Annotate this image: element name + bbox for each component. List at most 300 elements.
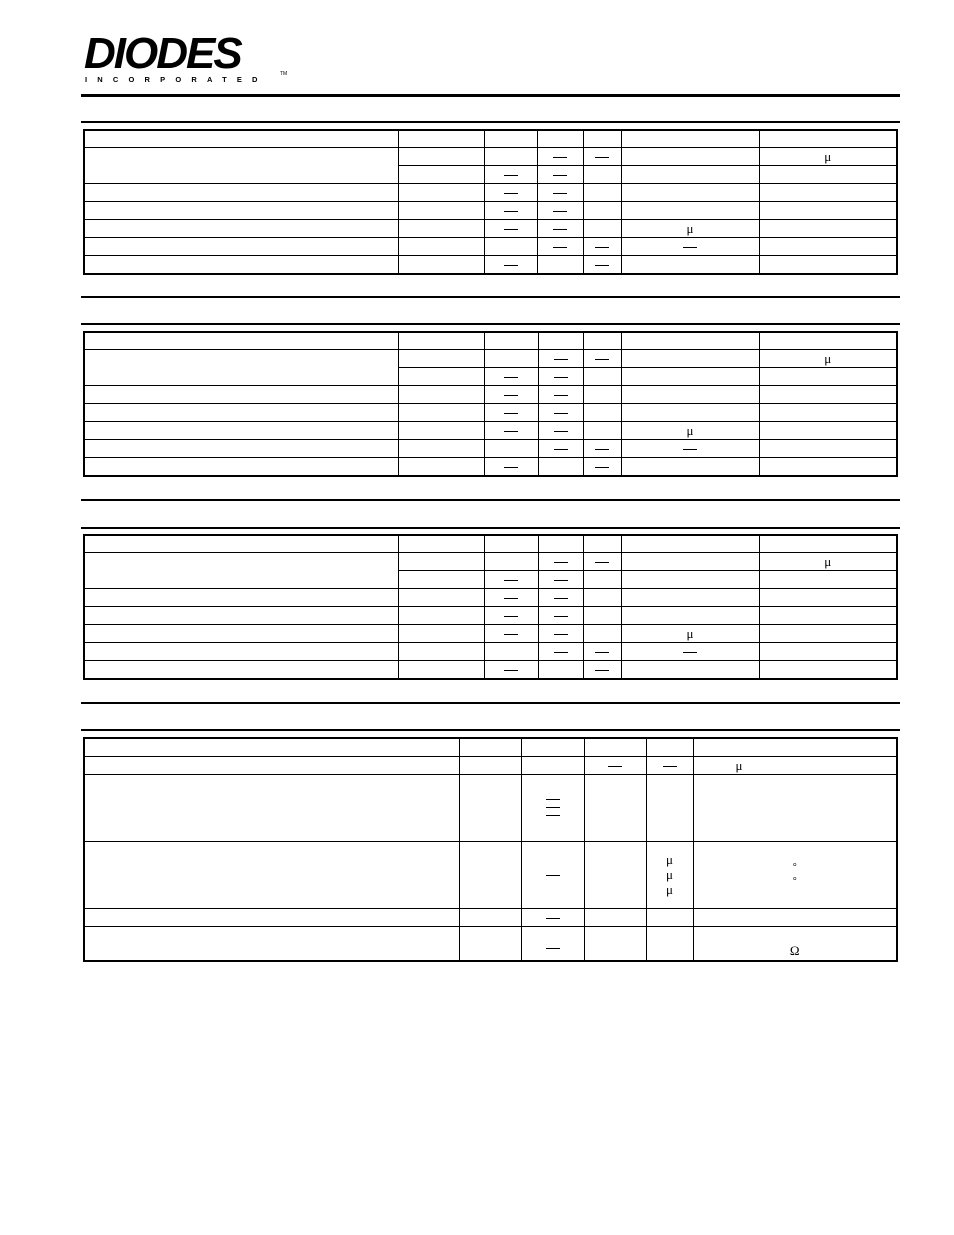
- table-cell: [584, 908, 646, 926]
- table-cell: [538, 439, 583, 457]
- table-cell: [398, 535, 484, 552]
- table-cell: [398, 219, 484, 237]
- table-row: [84, 552, 897, 570]
- table-cell: [538, 349, 583, 367]
- dash: [553, 157, 567, 158]
- mu-symbol: μ: [666, 852, 673, 867]
- table-cell: [537, 201, 583, 219]
- dash: [504, 265, 518, 266]
- stacked-values: [522, 799, 584, 816]
- table-cell: [84, 738, 459, 756]
- table-cell: [484, 457, 538, 476]
- section-rule: [81, 296, 900, 298]
- table-cell: [693, 908, 897, 926]
- spec-table-2: [83, 331, 898, 477]
- table-cell: [459, 774, 521, 841]
- table-cell: [398, 552, 484, 570]
- table-cell: [759, 624, 897, 642]
- table-cell: [583, 535, 621, 552]
- table-cell: [484, 439, 538, 457]
- table-cell: [484, 588, 538, 606]
- table-cell: [398, 130, 484, 147]
- table-row: [84, 255, 897, 274]
- table-cell: [84, 219, 398, 237]
- table-cell: [398, 439, 484, 457]
- table-row: [84, 219, 897, 237]
- dash: [504, 467, 518, 468]
- table-cell: [398, 642, 484, 660]
- table-cell: [398, 457, 484, 476]
- dash: [554, 598, 568, 599]
- table-cell: [693, 926, 897, 961]
- table-cell: [621, 255, 759, 274]
- table-cell: [537, 237, 583, 255]
- table-cell: [583, 570, 621, 588]
- table-cell: [538, 457, 583, 476]
- table-row: [84, 403, 897, 421]
- table-cell: [583, 237, 621, 255]
- table-cell: [621, 385, 759, 403]
- table-row: [84, 908, 897, 926]
- table-cell: [759, 570, 897, 588]
- table-cell: [583, 552, 621, 570]
- table-cell: [537, 255, 583, 274]
- dash: [546, 918, 560, 919]
- table-cell: [484, 660, 538, 679]
- dash: [595, 562, 609, 563]
- table-cell: [398, 349, 484, 367]
- table-cell: [484, 165, 537, 183]
- table-row: [84, 385, 897, 403]
- spec-table-4: [83, 737, 898, 962]
- table-cell: [398, 165, 484, 183]
- table-cell: [484, 421, 538, 439]
- table-cell: [484, 349, 538, 367]
- table-cell: [693, 841, 897, 908]
- dash: [554, 652, 568, 653]
- table-cell: [621, 219, 759, 237]
- table-cell: [84, 926, 459, 961]
- table-cell: [646, 738, 693, 756]
- spec-table-1: [83, 129, 898, 275]
- table-cell: [759, 642, 897, 660]
- table-cell: [646, 774, 693, 841]
- table-row: [84, 421, 897, 439]
- table-cell: [538, 588, 583, 606]
- table-header-row: [84, 738, 897, 756]
- dash: [553, 175, 567, 176]
- table-cell: [459, 908, 521, 926]
- table-cell: [538, 624, 583, 642]
- table-cell: [646, 926, 693, 961]
- table-cell: [621, 147, 759, 165]
- table-cell: [459, 738, 521, 756]
- table-row: [84, 841, 897, 908]
- table-cell: [583, 165, 621, 183]
- dash: [595, 449, 609, 450]
- table-cell: [84, 756, 459, 774]
- table-cell: [759, 457, 897, 476]
- table-cell: [538, 606, 583, 624]
- table-cell: [583, 201, 621, 219]
- dash: [553, 193, 567, 194]
- mu-symbol: μ: [686, 220, 694, 236]
- dash: [554, 431, 568, 432]
- section-rule: [81, 702, 900, 704]
- table-cell: [583, 403, 621, 421]
- dash: [595, 652, 609, 653]
- table-cell: [521, 756, 584, 774]
- table-cell: [538, 385, 583, 403]
- dash: [504, 377, 518, 378]
- table-header-row: [84, 332, 897, 349]
- dash: [504, 580, 518, 581]
- dash: [546, 799, 560, 800]
- table-cell: [538, 552, 583, 570]
- diodes-logo: [82, 30, 292, 86]
- dash: [595, 359, 609, 360]
- table-cell: [583, 660, 621, 679]
- table-cell: [398, 201, 484, 219]
- dash: [546, 815, 560, 816]
- table-cell: [621, 201, 759, 219]
- table-cell: [484, 255, 537, 274]
- table-cell: [584, 738, 646, 756]
- table-cell: [621, 403, 759, 421]
- table-cell: [621, 570, 759, 588]
- table-cell: [484, 219, 537, 237]
- section-rule: [81, 121, 900, 123]
- table-cell: [84, 237, 398, 255]
- table-cell: [621, 349, 759, 367]
- table-cell: [84, 130, 398, 147]
- table-cell: [398, 421, 484, 439]
- degree-symbol: °: [792, 875, 797, 887]
- table-row: [84, 439, 897, 457]
- dash: [504, 634, 518, 635]
- dash: [595, 157, 609, 158]
- dash: [504, 175, 518, 176]
- table-cell: [484, 367, 538, 385]
- table-cell: [84, 385, 398, 403]
- table-cell: [537, 183, 583, 201]
- dash: [683, 449, 697, 450]
- table-cell: [84, 660, 398, 679]
- table-cell: [398, 183, 484, 201]
- table-row: [84, 147, 897, 165]
- table-header-row: [84, 535, 897, 552]
- table-cell: [398, 660, 484, 679]
- table-cell: [759, 165, 897, 183]
- dash: [554, 616, 568, 617]
- table-cell: [484, 147, 537, 165]
- table-row: [84, 237, 897, 255]
- table-cell: [538, 642, 583, 660]
- table-cell: [583, 588, 621, 606]
- table-cell: [584, 926, 646, 961]
- table-cell: [621, 642, 759, 660]
- dash: [546, 875, 560, 876]
- table-cell: [759, 421, 897, 439]
- dash: [553, 229, 567, 230]
- dash: [683, 652, 697, 653]
- table-cell: [583, 255, 621, 274]
- table-cell: [621, 237, 759, 255]
- dash: [554, 377, 568, 378]
- table-cell: [484, 535, 538, 552]
- table-row: [84, 457, 897, 476]
- dash: [595, 265, 609, 266]
- table-cell: [84, 588, 398, 606]
- table-cell: [621, 624, 759, 642]
- table-cell: [759, 588, 897, 606]
- table-cell: [521, 841, 584, 908]
- table-cell: [398, 237, 484, 255]
- dash: [546, 948, 560, 949]
- table-cell: [84, 421, 398, 439]
- table-cell: [84, 552, 398, 588]
- table-cell: [693, 756, 897, 774]
- table-cell: [521, 738, 584, 756]
- table-cell: [759, 660, 897, 679]
- dash: [504, 229, 518, 230]
- dash: [504, 598, 518, 599]
- table-cell: [759, 439, 897, 457]
- table-cell: [538, 367, 583, 385]
- table-row: [84, 183, 897, 201]
- table-cell: [521, 774, 584, 841]
- table-cell: [583, 457, 621, 476]
- dash: [553, 211, 567, 212]
- mu-symbol: μ: [735, 757, 743, 773]
- dash: [595, 670, 609, 671]
- table-cell: [398, 255, 484, 274]
- table-cell: [583, 183, 621, 201]
- stacked-values: [694, 863, 897, 887]
- table-cell: [759, 552, 897, 570]
- dash: [683, 247, 697, 248]
- table-cell: [759, 403, 897, 421]
- table-cell: [584, 774, 646, 841]
- table-cell: [538, 535, 583, 552]
- dash: [504, 413, 518, 414]
- dash: [554, 634, 568, 635]
- table-cell: [621, 535, 759, 552]
- table-cell: [583, 219, 621, 237]
- dash: [663, 766, 677, 767]
- table-cell: [398, 570, 484, 588]
- table-cell: [759, 237, 897, 255]
- table-cell: [621, 457, 759, 476]
- table-cell: [621, 439, 759, 457]
- table-cell: [583, 332, 621, 349]
- dash: [595, 247, 609, 248]
- spec-table-3: [83, 534, 898, 680]
- ohm-symbol: Ω: [789, 943, 800, 958]
- table-cell: [84, 183, 398, 201]
- table-row: [84, 926, 897, 961]
- table-cell: [583, 439, 621, 457]
- table-cell: [759, 219, 897, 237]
- dash: [504, 211, 518, 212]
- table-cell: [484, 624, 538, 642]
- table-cell: [484, 552, 538, 570]
- table-cell: [459, 841, 521, 908]
- dash: [546, 807, 560, 808]
- table-cell: [583, 130, 621, 147]
- table-row: [84, 774, 897, 841]
- table-cell: [621, 606, 759, 624]
- table-cell: [84, 439, 398, 457]
- table-cell: [484, 642, 538, 660]
- table-cell: [521, 926, 584, 961]
- stacked-values: [647, 853, 693, 896]
- mu-symbol: μ: [686, 625, 694, 641]
- table-cell: [759, 183, 897, 201]
- table-cell: [646, 841, 693, 908]
- table-cell: [537, 147, 583, 165]
- mu-symbol: μ: [824, 148, 832, 164]
- table-cell: [484, 183, 537, 201]
- table-cell: [484, 385, 538, 403]
- table-cell: [84, 535, 398, 552]
- table-cell: [583, 147, 621, 165]
- table-cell: [398, 403, 484, 421]
- table-cell: [484, 570, 538, 588]
- table-cell: [583, 367, 621, 385]
- table-cell: [621, 332, 759, 349]
- dash: [554, 562, 568, 563]
- table-cell: [484, 332, 538, 349]
- table-cell: [398, 147, 484, 165]
- table-cell: [621, 367, 759, 385]
- mu-symbol: μ: [666, 882, 673, 897]
- table-cell: [583, 385, 621, 403]
- table-cell: [84, 774, 459, 841]
- table-cell: [398, 588, 484, 606]
- section-rule: [81, 527, 900, 529]
- table-cell: [759, 606, 897, 624]
- table-row: [84, 606, 897, 624]
- table-cell: [621, 660, 759, 679]
- table-cell: [398, 367, 484, 385]
- table-cell: [693, 738, 897, 756]
- table-row: [84, 642, 897, 660]
- table-cell: [759, 367, 897, 385]
- table-cell: [621, 165, 759, 183]
- section-rule: [81, 729, 900, 731]
- table-cell: [398, 624, 484, 642]
- table-cell: [84, 147, 398, 183]
- table-cell: [84, 255, 398, 274]
- table-cell: [84, 403, 398, 421]
- table-cell: [84, 349, 398, 385]
- table-cell: [538, 660, 583, 679]
- table-cell: [484, 201, 537, 219]
- dash: [504, 670, 518, 671]
- table-cell: [398, 385, 484, 403]
- table-cell: [84, 841, 459, 908]
- table-cell: [583, 349, 621, 367]
- mu-symbol: μ: [686, 422, 694, 438]
- dash: [504, 431, 518, 432]
- table-cell: [759, 349, 897, 367]
- table-cell: [621, 588, 759, 606]
- table-cell: [537, 219, 583, 237]
- mu-symbol: μ: [666, 867, 673, 882]
- table-cell: [621, 183, 759, 201]
- table-cell: [759, 201, 897, 219]
- table-cell: [583, 642, 621, 660]
- table-cell: [583, 421, 621, 439]
- mu-symbol: μ: [824, 350, 832, 366]
- table-row: [84, 624, 897, 642]
- table-cell: [484, 237, 537, 255]
- table-cell: [621, 130, 759, 147]
- dash: [504, 395, 518, 396]
- dash: [608, 766, 622, 767]
- table-cell: [538, 570, 583, 588]
- table-cell: [84, 908, 459, 926]
- table-cell: [646, 756, 693, 774]
- table-cell: [484, 606, 538, 624]
- table-header-row: [84, 130, 897, 147]
- dash: [553, 247, 567, 248]
- table-cell: [484, 403, 538, 421]
- table-cell: [584, 756, 646, 774]
- table-cell: [538, 403, 583, 421]
- section-rule: [81, 323, 900, 325]
- table-cell: [459, 926, 521, 961]
- table-row: [84, 660, 897, 679]
- svg-text:INCORPORATED: INCORPORATED: [85, 75, 268, 84]
- header-rule: [81, 94, 900, 97]
- table-row: [84, 201, 897, 219]
- dash: [595, 467, 609, 468]
- table-cell: [84, 201, 398, 219]
- table-cell: [621, 552, 759, 570]
- dash: [554, 449, 568, 450]
- table-cell: [583, 624, 621, 642]
- table-cell: [584, 841, 646, 908]
- section-rule: [81, 499, 900, 501]
- svg-text:TM: TM: [280, 71, 288, 77]
- table-cell: [484, 130, 537, 147]
- table-cell: [537, 130, 583, 147]
- dash: [554, 580, 568, 581]
- table-cell: [398, 606, 484, 624]
- table-row: [84, 349, 897, 367]
- degree-symbol: °: [792, 861, 797, 873]
- dash: [554, 395, 568, 396]
- dash: [504, 616, 518, 617]
- table-cell: [521, 908, 584, 926]
- table-cell: [538, 421, 583, 439]
- table-cell: [398, 332, 484, 349]
- table-cell: [693, 774, 897, 841]
- table-cell: [84, 642, 398, 660]
- table-cell: [459, 756, 521, 774]
- table-cell: [84, 606, 398, 624]
- table-cell: [759, 255, 897, 274]
- table-cell: [759, 147, 897, 165]
- table-cell: [759, 385, 897, 403]
- table-cell: [538, 332, 583, 349]
- dash: [554, 359, 568, 360]
- table-cell: [537, 165, 583, 183]
- table-cell: [583, 606, 621, 624]
- table-cell: [84, 332, 398, 349]
